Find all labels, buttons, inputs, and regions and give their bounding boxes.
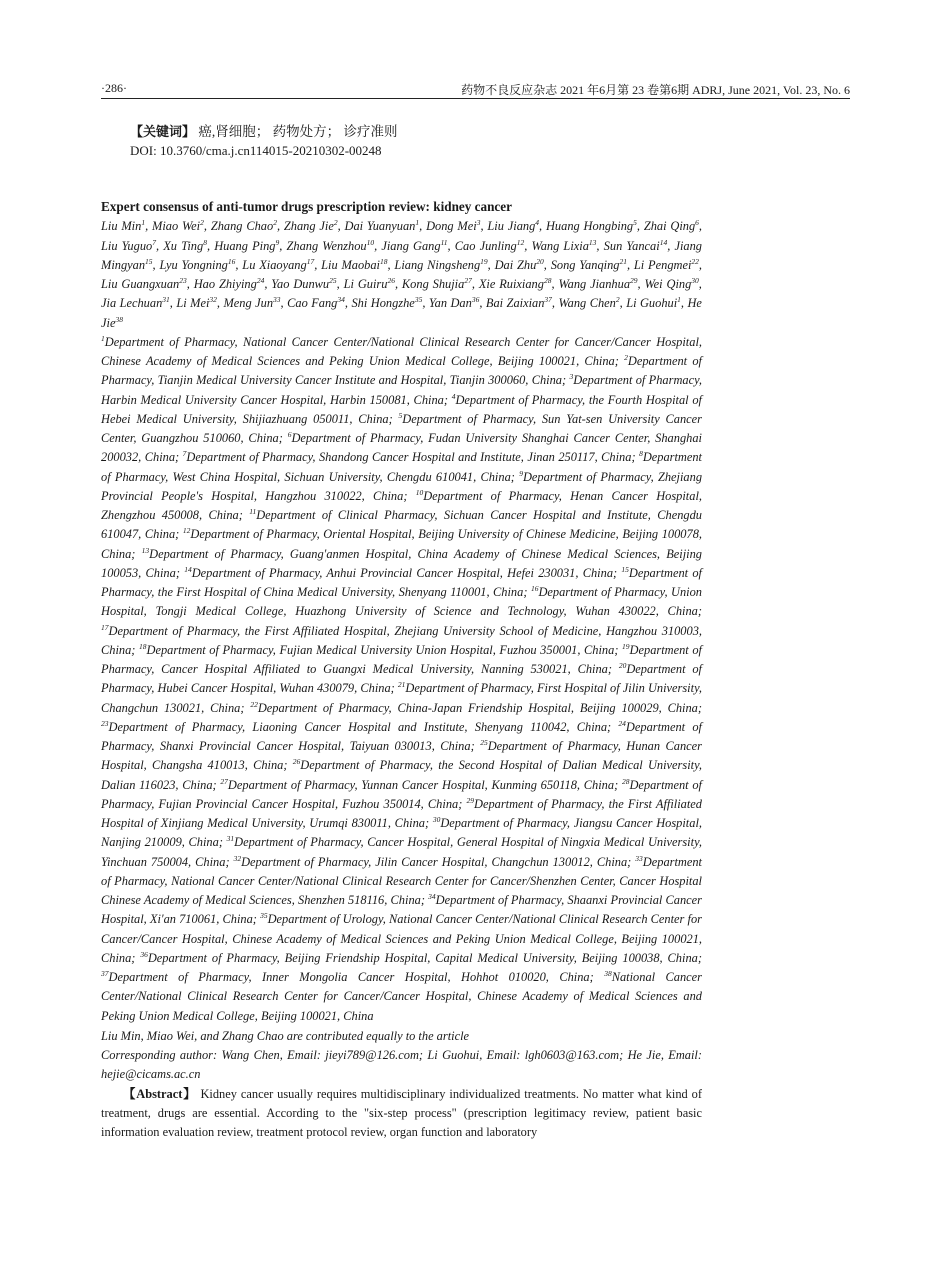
- author-affiliation-mark: 12: [516, 237, 525, 247]
- affiliation-text: Department of Pharmacy, Beijing Friendship Hospital, Capital Medical University, Beijing 100038, China: [147, 950, 698, 965]
- author-name: Li Mei: [176, 296, 210, 311]
- affiliation-number: 35: [260, 911, 268, 921]
- author-name: Meng Jun: [223, 296, 274, 311]
- author-affiliation-mark: 4: [535, 218, 540, 228]
- author-name: Dai Zhu: [494, 257, 537, 272]
- author-name: Jiang Mingyan: [101, 238, 702, 272]
- author-name: Xu Ting: [163, 238, 204, 253]
- affiliation-text: Department of Pharmacy, Guang'anmen Hospital, China Academy of Chinese Medical Sciences, Beijing 100053, China: [101, 546, 702, 580]
- affiliation-number: 3: [569, 372, 574, 382]
- affiliation-text: Department of Pharmacy, Fujian Medical University Union Hospital, Fuzhou 350001, China: [146, 642, 615, 657]
- affiliation-number: 34: [428, 891, 436, 901]
- author-name: Huang Ping: [214, 238, 276, 253]
- author-name: Wang Chen: [558, 296, 616, 311]
- paper-title: Expert consensus of anti-tumor drugs prescription review: kidney cancer: [101, 199, 512, 214]
- author-name: Zhang Wenzhou: [286, 238, 367, 253]
- author-name: Wang Lixia: [531, 238, 589, 253]
- affiliation-text: Department of Pharmacy, Cancer Hospital Affiliated to Guangxi Medical University, Nanning 530021, China: [101, 642, 702, 676]
- author-affiliation-mark: 23: [179, 275, 187, 285]
- affiliation-number: 19: [622, 641, 630, 651]
- affiliation-text: Department of Pharmacy, West China Hospital, Sichuan University, Chengdu 610041, China: [101, 450, 703, 484]
- author-affiliation-mark: 5: [633, 218, 637, 228]
- author-affiliation-mark: 25: [329, 275, 337, 285]
- affiliation-text: National Cancer Center/National Clinical Research Center for Cancer/Cancer Hospital, Chinese Academy of Medical Sciences and Peking Union Medical College, Beijing 100021, China: [101, 970, 702, 1023]
- author-affiliation-mark: 1: [415, 218, 420, 228]
- affiliation-text: Department of Pharmacy, Shaanxi Provincial Cancer Hospital, Xi'an 710061, China: [101, 893, 703, 927]
- affiliation-number: 26: [292, 757, 301, 767]
- author-name: Liu Jiang: [487, 219, 536, 234]
- author-name: Liu Guangxuan: [101, 277, 180, 291]
- affiliation-number: 16: [530, 583, 539, 593]
- author-name: Wei Qing: [644, 277, 692, 291]
- author-name: Lyu Yongning: [159, 257, 228, 272]
- author-name: Zhang Chao: [210, 219, 274, 234]
- author-name: Zhang Jie: [283, 219, 334, 234]
- author-affiliation-mark: 19: [480, 256, 488, 266]
- affiliation-text: Department of Pharmacy, Oriental Hospital, Beijing University of Chinese Medicine, Beijing 100078, China: [101, 527, 702, 561]
- author-affiliation-mark: 2: [200, 218, 204, 228]
- author-name: Li Guiru: [343, 277, 388, 291]
- author-name: Yao Dunwu: [271, 277, 330, 291]
- affiliation-text: Department of Pharmacy, Liaoning Cancer Hospital and Institute, Shenyang 110042, China: [108, 719, 608, 734]
- author-list: Liu Min$^1$, Miao Wei$^2$, Zhang Chao$^2$, Zhang Jie$^2$, Dai Yuanyuan$^1$, Dong Mei$^3$, Liu Jiang$^4$, Huang Hongbing$^5$, Zhai Qing$^6$, Liu Yuguo$^7$, Xu Ting$^8$, Huang Ping$^9$, Zhang Wenzhou$^{10}$, Jiang Gang$^{11}$, Cao Junling$^{12}$, Wang Lixia$^{13}$, Sun Yancai$^{14}$, Jiang Mingyan$^{15}$, Lyu Yongning$^{16}$, Lu Xiaoyang$^{17}$, Liu Maobai$^{18}$, Liang Ningsheng$^{19}$, Dai Zhu$^{20}$, Song Yanqing$^{21}$, Li Pengmei$^{22}$, Liu Guangxuan$^{23}$, Hao Zhiying$^{24}$, Yao Dunwu$^{25}$, Li Guiru$^{26}$, Kong Shujia$^{27}$, Xie Ruixiang$^{28}$, Wang Jianhua$^{29}$, Wei Qing$^{30}$, Jia Lechuan$^{31}$, Li Mei$^{32}$, Meng Jun$^{33}$, Cao Fang$^{34}$, Shi Hongzhe$^{35}$, Yan Dan$^{36}$, Bai Zaixian$^{37}$, Wang Chen$^2$, Li Guohui$^1$, He Jie$^{38}$: [101, 218, 703, 330]
- author-name: Bai Zaixian: [485, 296, 545, 311]
- affiliation-number: 23: [101, 718, 109, 728]
- affiliation-text: Department of Pharmacy, Anhui Provincial Cancer Hospital, Hefei 230031, China: [191, 565, 614, 580]
- affiliation-number: 22: [250, 699, 258, 709]
- affiliation-text: Department of Pharmacy, Henan Cancer Hospital, Zhengzhou 450008, China: [101, 488, 702, 522]
- author-name: Dong Mei: [426, 219, 477, 234]
- running-header: [101, 80, 850, 99]
- affiliation-number: 27: [220, 776, 228, 786]
- author-name: Kong Shujia: [401, 277, 465, 291]
- affiliation-number: 6: [287, 429, 292, 439]
- author-affiliation-mark: 17: [306, 256, 315, 266]
- affiliation-text: Department of Pharmacy, Shandong Cancer Hospital and Institute, Jinan 250117, China: [186, 450, 632, 465]
- author-name: Cao Junling: [454, 238, 517, 253]
- affiliation-text: Department of Pharmacy, Sun Yat-sen University Cancer Center, Guangzhou 510060, China: [101, 411, 702, 445]
- author-affiliation-mark: 28: [543, 275, 552, 285]
- author-affiliation-mark: 1: [677, 295, 681, 305]
- affiliation-text: Department of Pharmacy, the First Hospital of China Medical University, Shenyang 110001, China: [101, 565, 702, 599]
- affiliation-text: Department of Pharmacy, the First Affiliated Hospital of Xinjiang Medical University, Urumqi 830011, China: [101, 796, 702, 830]
- author-name: Hao Zhiying: [193, 277, 257, 291]
- affiliation-number: 9: [519, 468, 523, 478]
- affiliation-number: 10: [415, 487, 424, 497]
- affiliation-text: Department of Pharmacy, National Cancer Center/National Clinical Research Center for Cancer/Shenzhen Center, Cancer Hospital Chinese Academy of Medical Sciences, Shenzhen 518116, China: [101, 854, 702, 907]
- author-name: Sun Yancai: [603, 238, 660, 253]
- author-name: Li Guohui: [626, 296, 678, 311]
- author-name: Liang Ningsheng: [394, 257, 481, 272]
- author-affiliation-mark: 29: [630, 275, 638, 285]
- affiliation-text: Department of Pharmacy, Inner Mongolia Cancer Hospital, Hohhot 010020, China: [108, 970, 590, 984]
- abstract-text: Kidney cancer usually requires multidisciplinary individualized treatments. No matter what kind of treatment, drugs are essential. According to the "six-step process" (prescription legitimacy review, patient basic information evaluation review, treatment protocol review, organ function and laboratory: [101, 1086, 702, 1139]
- author-name: Jia Lechuan: [101, 296, 163, 311]
- affiliation-text: Department of Pharmacy, National Cancer Center/National Clinical Research Center for Cancer/Cancer Hospital, Chinese Academy of Medical Sciences and Peking Union Medical College, Beijing 100021, China: [101, 334, 702, 368]
- affiliation-text: Department of Pharmacy, the First Affiliated Hospital, Zhejiang University School of Medicine, Hangzhou 310003, China: [101, 623, 702, 657]
- author-affiliation-mark: 2: [273, 218, 277, 228]
- author-affiliation-mark: 2: [615, 295, 620, 305]
- english-front-matter: [101, 197, 702, 1142]
- author-affiliation-mark: 30: [691, 275, 699, 285]
- affiliation-text: Department of Pharmacy, Tianjin Medical University Cancer Institute and Hospital, Tianjin 300060, China: [101, 354, 702, 388]
- affiliation-number: 31: [226, 834, 235, 844]
- affiliation-text: Department of Pharmacy, Cancer Hospital, General Hospital of Ningxia Medical University, Yinchuan 750004, China: [101, 835, 702, 869]
- abstract-label: 【Abstract】: [123, 1086, 197, 1101]
- author-name: Song Yanqing: [550, 257, 620, 272]
- keywords-label: 【关键词】: [130, 125, 196, 140]
- affiliation-list: $^1$Department of Pharmacy, National Cancer Center/National Clinical Research Center for Cancer/Cancer Hospital, Chinese Academy of Medical Sciences and Peking Union Medical College, Beijing 100021, China; $^2$Department of Pharmacy, Tianjin Medical University Cancer Institute and Hospital, Tianjin 300060, China; $^3$Department of Pharmacy, Harbin Medical University Cancer Hospital, Harbin 150081, China; $^4$Department of Pharmacy, the Fourth Hospital of Hebei Medical University, Shijiazhuang 050011, China; $^5$Department of Pharmacy, Sun Yat-sen University Cancer Center, Guangzhou 510060, China; $^6$Department of Pharmacy, Fudan University Shanghai Cancer Center, Shanghai 200032, China; $^7$Department of Pharmacy, Shandong Cancer Hospital and Institute, Jinan 250117, China; $^8$Department of Pharmacy, West China Hospital, Sichuan University, Chengdu 610041, China; $^9$Department of Pharmacy, Zhejiang Provincial People's Hospital, Hangzhou 310022, China; $^{10}$Department of Pharmacy, Henan Cancer Hospital, Zhengzhou 450008, China; $^{11}$Department of Clinical Pharmacy, Sichuan Cancer Hospital and Institute, Chengdu 610047, China; $^{12}$Department of Pharmacy, Oriental Hospital, Beijing University of Chinese Medicine, Beijing 100078, China; $^{13}$Department of Pharmacy, Guang'anmen Hospital, China Academy of Chinese Medical Sciences, Beijing 100053, China; $^{14}$Department of Pharmacy, Anhui Provincial Cancer Hospital, Hefei 230031, China; $^{15}$Department of Pharmacy, the First Hospital of China Medical University, Shenyang 110001, China; $^{16}$Department of Pharmacy, Union Hospital, Tongji Medical College, Huazhong University of Science and Technology, Wuhan 430022, China; $^{17}$Department of Pharmacy, the First Affiliated Hospital, Zhejiang University School of Medicine, Hangzhou 310003, China; $^{18}$Department of Pharmacy, Fujian Medical University Union Hospital, Fuzhou 350001, China; $^{19}$Department of Pharmacy, Cancer Hospital Affiliated to Guangxi Medical University, Nanning 530021, China; $^{20}$Department of Pharmacy, Hubei Cancer Hospital, Wuhan 430079, China; $^{21}$Department of Pharmacy, First Hospital of Jilin University, Changchun 130021, China; $^{22}$Department of Pharmacy, China-Japan Friendship Hospital, Beijing 100029, China; $^{23}$Department of Pharmacy, Liaoning Cancer Hospital and Institute, Shenyang 110042, China; $^{24}$Department of Pharmacy, Shanxi Provincial Cancer Hospital, Taiyuan 030013, China; $^{25}$Department of Pharmacy, Hunan Cancer Hospital, Changsha 410013, China; $^{26}$Department of Pharmacy, the Second Hospital of Dalian Medical University, Dalian 116023, China; $^{27}$Department of Pharmacy, Yunnan Cancer Hospital, Kunming 650118, China; $^{28}$Department of Pharmacy, Fujian Provincial Cancer Hospital, Fuzhou 350014, China; $^{29}$Department of Pharmacy, the First Affiliated Hospital of Xinjiang Medical University, Urumqi 830011, China; $^{30}$Department of Pharmacy, Jiangsu Cancer Hospital, Nanjing 210009, China; $^{31}$Department of Pharmacy, Cancer Hospital, General Hospital of Ningxia Medical University, Yinchuan 750004, China; $^{32}$Department of Pharmacy, Jilin Cancer Hospital, Changchun 130012, China; $^{33}$Department of Pharmacy, National Cancer Center/National Clinical Research Center for Cancer/Shenzhen Center, Cancer Hospital Chinese Academy of Medical Sciences, Shenzhen 518116, China; $^{34}$Department of Pharmacy, Shaanxi Provincial Cancer Hospital, Xi'an 710061, China; $^{35}$Department of Urology, National Cancer Center/National Clinical Research Center for Cancer/Cancer Hospital, Chinese Academy of Medical Sciences and Peking Union Medical College, Beijing 100021, China; $^{36}$Department of Pharmacy, Beijing Friendship Hospital, Capital Medical University, Beijing 100038, China; $^{37}$Department of Pharmacy, Inner Mongolia Cancer Hospital, Hohhot 010020, China; $^{38}$National Cancer Center/National Clinical Research Center for Cancer/Cancer Hospital, Chinese Academy of Medical Sciences and Peking Union Medical College, Beijing 100021, China: [101, 333, 703, 1023]
- author-name: Jiang Gang: [381, 238, 441, 253]
- affiliation-text: Department of Pharmacy, Yunnan Cancer Hospital, Kunming 650118, China: [227, 777, 615, 792]
- affiliation-number: 38: [604, 968, 612, 978]
- affiliation-number: 28: [621, 776, 630, 786]
- affiliation-text: Department of Pharmacy, the Second Hospital of Dalian Medical University, Dalian 116023, China: [101, 758, 702, 792]
- author-name: Yan Dan: [428, 296, 472, 311]
- affiliation-text: Department of Pharmacy, the Fourth Hospital of Hebei Medical University, Shijiazhuang 050011, China: [101, 392, 702, 426]
- author-name: Liu Maobai: [321, 257, 380, 272]
- affiliation-number: 36: [140, 949, 148, 959]
- author-name: Dai Yuanyuan: [344, 219, 416, 234]
- affiliation-number: 20: [618, 660, 627, 670]
- author-affiliation-mark: 38: [115, 314, 123, 324]
- author-affiliation-mark: 2: [333, 218, 338, 228]
- affiliation-number: 2: [624, 352, 628, 362]
- affiliation-number: 15: [621, 564, 629, 574]
- author-affiliation-mark: 22: [691, 256, 699, 266]
- author-affiliation-mark: 9: [275, 237, 280, 247]
- author-affiliation-mark: 20: [536, 256, 544, 266]
- author-name: Miao Wei: [152, 219, 201, 234]
- affiliation-number: 14: [184, 564, 192, 574]
- journal-citation: 药物不良反应杂志 2021 年6月第 23 卷第6期 ADRJ, June 2021, Vol. 23, No. 6: [461, 83, 850, 97]
- affiliation-number: 5: [398, 410, 403, 420]
- affiliation-text: Department of Pharmacy, Shanxi Provincial Cancer Hospital, Taiyuan 030013, China: [101, 719, 702, 753]
- author-affiliation-mark: 26: [387, 275, 395, 285]
- affiliation-number: 18: [139, 641, 147, 651]
- affiliation-number: 12: [182, 526, 191, 536]
- author-affiliation-mark: 33: [273, 295, 281, 305]
- affiliation-number: 30: [432, 814, 441, 824]
- author-affiliation-mark: 35: [414, 295, 423, 305]
- affiliation-text: Department of Urology, National Cancer Center/National Clinical Research Center for Cancer/Cancer Hospital, Chinese Academy of Medical Sciences and Peking Union Medical College, Beijing 100021, China: [101, 912, 702, 965]
- author-name: Cao Fang: [287, 296, 338, 311]
- author-name: Xie Ruixiang: [478, 277, 544, 291]
- author-affiliation-mark: 15: [145, 256, 153, 266]
- affiliation-text: Department of Pharmacy, Harbin Medical University Cancer Hospital, Harbin 150081, China: [101, 373, 703, 407]
- affiliation-number: 8: [639, 449, 643, 459]
- author-affiliation-mark: 6: [695, 218, 699, 228]
- affiliation-number: 37: [101, 968, 109, 978]
- affiliation-text: Department of Pharmacy, First Hospital of Jilin University, Changchun 130021, China: [101, 681, 702, 715]
- affiliation-number: 11: [249, 506, 257, 516]
- author-name: Shi Hongzhe: [351, 296, 415, 311]
- affiliation-number: 21: [397, 680, 406, 690]
- affiliation-number: 1: [101, 333, 105, 343]
- abstract: [101, 1085, 702, 1143]
- equal-contribution-note: Liu Min, Miao Wei, and Zhang Chao are contributed equally to the article: [101, 1028, 470, 1043]
- author-affiliation-mark: 21: [619, 256, 627, 266]
- author-affiliation-mark: 8: [203, 237, 207, 247]
- affiliation-number: 24: [618, 718, 626, 728]
- affiliation-text: Department of Pharmacy, Hunan Cancer Hospital, Changsha 410013, China: [101, 739, 702, 773]
- author-affiliation-mark: 10: [366, 237, 375, 247]
- author-affiliation-mark: 37: [544, 295, 552, 305]
- affiliation-number: 29: [466, 795, 474, 805]
- affiliation-text: Department of Pharmacy, Hubei Cancer Hospital, Wuhan 430079, China: [101, 662, 702, 696]
- affiliation-number: 32: [233, 853, 242, 863]
- affiliation-number: 17: [101, 622, 109, 632]
- doi-line: DOI: 10.3760/cma.j.cn114015-20210302-00248: [130, 143, 382, 158]
- affiliation-number: 25: [480, 737, 488, 747]
- affiliation-text: Department of Pharmacy, Zhejiang Provincial People's Hospital, Hangzhou 310022, China: [101, 469, 703, 503]
- affiliation-text: Department of Pharmacy, Jilin Cancer Hospital, Changchun 130012, China: [241, 854, 628, 869]
- affiliation-number: 7: [182, 449, 187, 459]
- affiliation-number: 13: [141, 545, 150, 555]
- author-affiliation-mark: 1: [141, 218, 146, 228]
- affiliation-number: 33: [635, 853, 643, 863]
- author-affiliation-mark: 13: [588, 237, 597, 247]
- author-affiliation-mark: 16: [227, 256, 236, 266]
- keywords-line: [130, 120, 398, 140]
- author-affiliation-mark: 3: [476, 218, 481, 228]
- keywords-text: 癌,肾细胞； 药物处方； 诊疗准则: [195, 124, 398, 139]
- author-affiliation-mark: 11: [440, 237, 448, 247]
- corresponding-author: Corresponding author: Wang Chen, Email: jieyi789@126.com; Li Guohui, Email: lgh0603@163.com; He Jie, Email: hejie@cicams.ac.cn: [101, 1048, 702, 1082]
- author-affiliation-mark: 34: [337, 295, 345, 305]
- author-name: Huang Hongbing: [545, 219, 634, 234]
- author-name: Lu Xiaoyang: [242, 257, 307, 272]
- affiliation-text: Department of Pharmacy, Union Hospital, Tongji Medical College, Huazhong University of Science and Technology, Wuhan 430022, China: [101, 585, 702, 619]
- author-affiliation-mark: 31: [162, 295, 170, 305]
- author-name: Wang Jianhua: [558, 277, 631, 291]
- author-name: Zhai Qing: [643, 219, 696, 234]
- author-affiliation-mark: 24: [256, 275, 265, 285]
- author-name: Liu Min: [101, 219, 142, 234]
- author-name: Li Pengmei: [633, 257, 692, 272]
- affiliation-number: 4: [451, 391, 456, 401]
- affiliation-text: Department of Pharmacy, China-Japan Friendship Hospital, Beijing 100029, China: [257, 700, 698, 715]
- author-name: He Jie: [101, 296, 702, 330]
- affiliation-text: Department of Clinical Pharmacy, Sichuan Cancer Hospital and Institute, Chengdu 610047, China: [101, 508, 702, 542]
- affiliation-text: Department of Pharmacy, Fujian Provincial Cancer Hospital, Fuzhou 350014, China: [101, 777, 703, 811]
- author-affiliation-mark: 7: [152, 237, 156, 247]
- author-affiliation-mark: 32: [209, 295, 217, 305]
- author-affiliation-mark: 36: [471, 295, 480, 305]
- author-affiliation-mark: 27: [464, 275, 472, 285]
- affiliation-text: Department of Pharmacy, Jiangsu Cancer Hospital, Nanjing 210009, China: [101, 816, 702, 850]
- author-affiliation-mark: 14: [659, 237, 668, 247]
- page-number: ·286·: [101, 81, 127, 95]
- affiliation-text: Department of Pharmacy, Fudan University Shanghai Cancer Center, Shanghai 200032, China: [101, 431, 702, 465]
- author-name: Liu Yuguo: [101, 238, 153, 253]
- author-affiliation-mark: 18: [380, 256, 388, 266]
